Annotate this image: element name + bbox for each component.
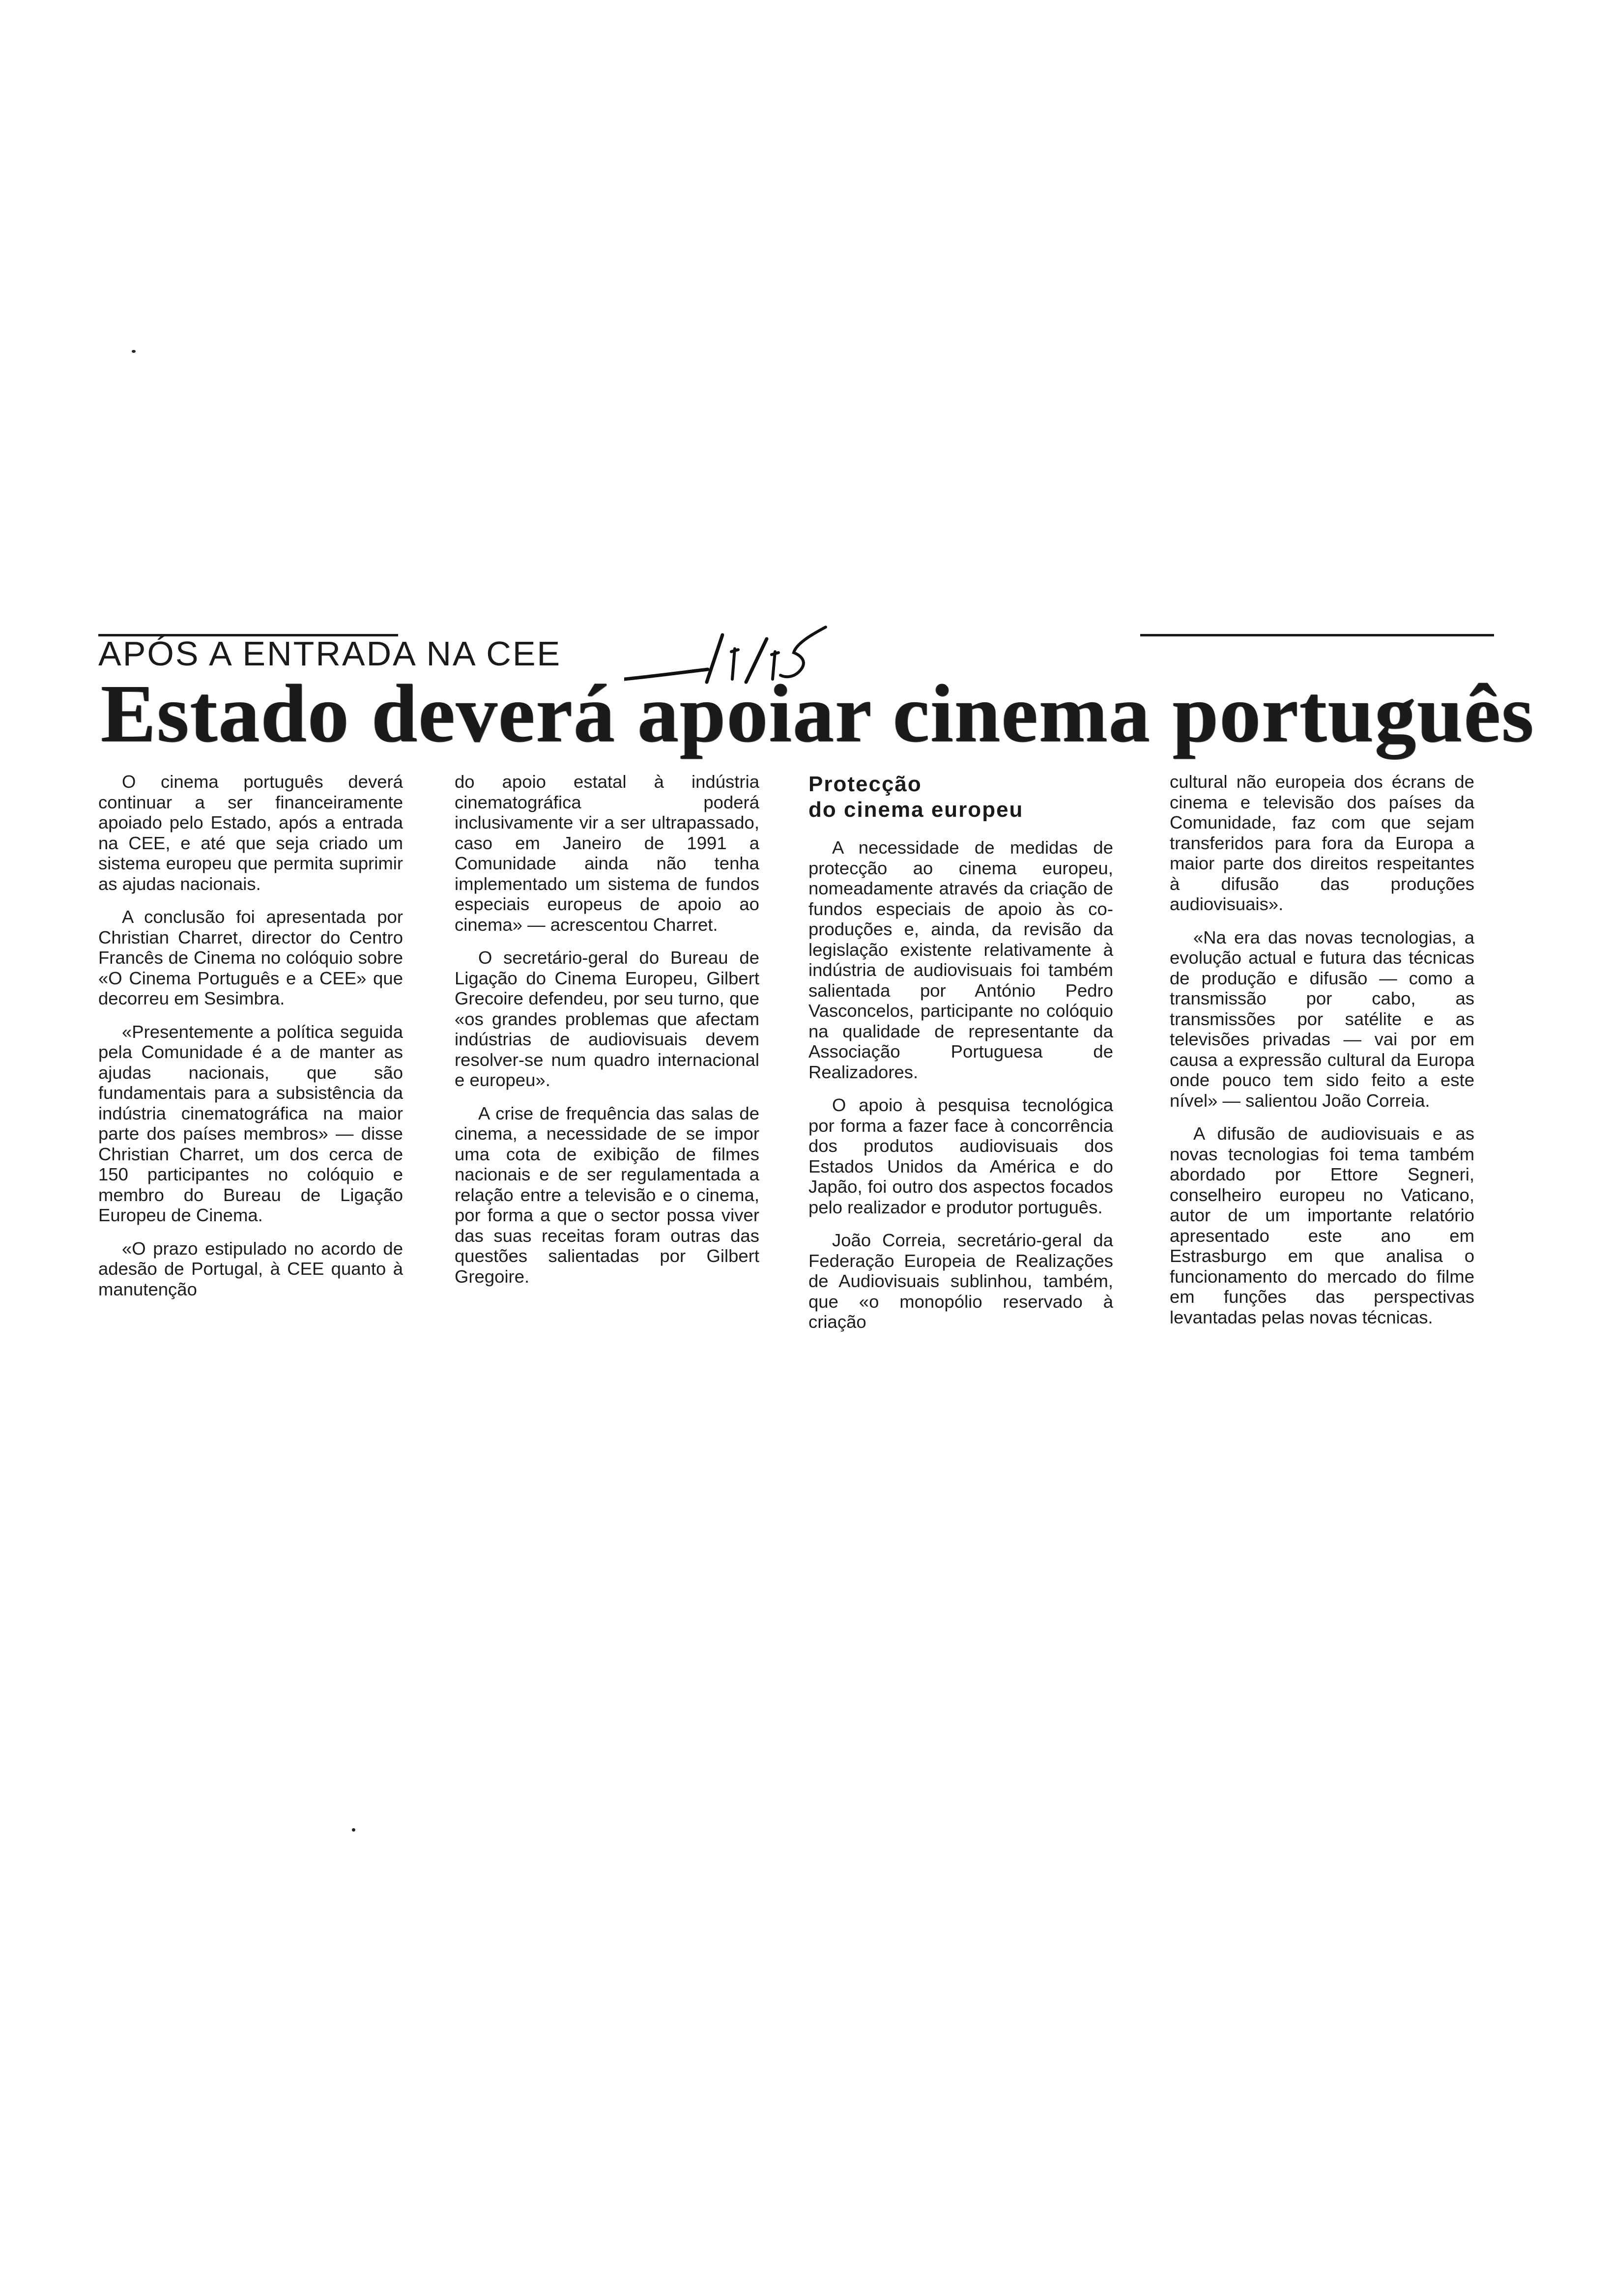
kicker-rule-right [1140, 634, 1494, 636]
article-paragraph: O secretário-geral do Bureau de Ligação do Cinema Europeu, Gilbert Grecoire defendeu, por seu turno, que «os grandes problemas que afectam indústrias de audiovisuais devem resolver-se num quadro internacional e europeu». [455, 947, 759, 1090]
scan-speck [352, 1828, 355, 1832]
article-paragraph: João Correia, secretário-geral da Federação Europeia de Realizações de Audiovisuais sublinhou, também, que «o monopólio reservado à criação [808, 1230, 1113, 1332]
section-subheading [808, 772, 1113, 823]
scan-speck [132, 350, 136, 353]
article-paragraph: «Presentemente a política seguida pela Comunidade é a de manter as ajudas nacionais, que são fundamentais para a subsistência da indústria cinematográfica na maior parte dos países membros» — disse Christian Charret, um dos cerca de 150 participantes no colóquio e membro do Bureau de Ligação Europeu de Cinema. [98, 1021, 403, 1225]
article-paragraph: cultural não europeia dos écrans de cinema e televisão dos países da Comunidade, faz com que sejam transferidos para fora da Europa a maior parte dos direitos respeitantes à difusão das produções audiovisuais». [1170, 772, 1474, 914]
article-column-2 [455, 772, 759, 1299]
subheading-line-1: Protecção [808, 772, 922, 796]
article-column-1 [98, 772, 403, 1312]
article-paragraph: A crise de frequência das salas de cinema, a necessidade de se impor uma cota de exibição de filmes nacionais e de ser regulamentada a relação entre a televisão e o cinema, por forma a que o sector possa viver das suas receitas foram outras das questões salientadas por Gilbert Gregoire. [455, 1103, 759, 1287]
article-paragraph: «Na era das novas tecnologias, a evolução actual e futura das técnicas de produção e difusão — como a transmissão por cabo, as transmissões por satélite e as televisões privadas — vai por em causa a expressão cultural da Europa onde pouco tem sido feito a este nível» — salientou João Correia. [1170, 927, 1474, 1111]
article-column-3 [808, 772, 1113, 1345]
article-paragraph: do apoio estatal à indústria cinematográfica poderá inclusivamente vir a ser ultrapassado, caso em Janeiro de 1991 a Comunidade ainda não tenha implementado um sistema de fundos especiais europeus de apoio ao cinema» — acrescentou Charret. [455, 772, 759, 935]
article-headline: Estado deverá apoiar cinema português [101, 668, 1535, 759]
article-paragraph: A difusão de audiovisuais e as novas tecnologias foi tema também abordado por Ettore Segneri, conselheiro europeu no Vaticano, autor de um importante relatório apresentado este ano em Estrasburgo em que analisa o funcionamento do mercado do filme em funções das perspectivas levantadas pelas novas técnicas. [1170, 1123, 1474, 1327]
article-paragraph: O apoio à pesquisa tecnológica por forma a fazer face à concorrência dos produtos audiovisuais dos Estados Unidos da América e do Japão, foi outro dos aspectos focados pelo realizador e produtor português. [808, 1095, 1113, 1217]
article-paragraph: A conclusão foi apresentada por Christian Charret, director do Centro Francês de Cinema no colóquio sobre «O Cinema Português e a CEE» que decorreu em Sesimbra. [98, 907, 403, 1008]
article-paragraph: O cinema português deverá continuar a ser financeiramente apoiado pelo Estado, após a entrada na CEE, e até que seja criado um sistema europeu que permita suprimir as ajudas nacionais. [98, 772, 403, 894]
article-paragraph: «O prazo estipulado no acordo de adesão de Portugal, à CEE quanto à manutenção [98, 1238, 403, 1299]
article-column-4 [1170, 772, 1474, 1340]
article-paragraph: A necessidade de medidas de protecção ao cinema europeu, nomeadamente através da criação de fundos especiais de apoio às co-produções e, ainda, da revisão da legislação existente relativamente à indústria de audiovisuais foi também salientada por António Pedro Vasconcelos, participante no colóquio na qualidade de representante da Associação Portuguesa de Realizadores. [808, 837, 1113, 1082]
article-kicker: APÓS A ENTRADA NA CEE [98, 634, 562, 673]
subheading-line-2: do cinema europeu [808, 798, 1024, 822]
